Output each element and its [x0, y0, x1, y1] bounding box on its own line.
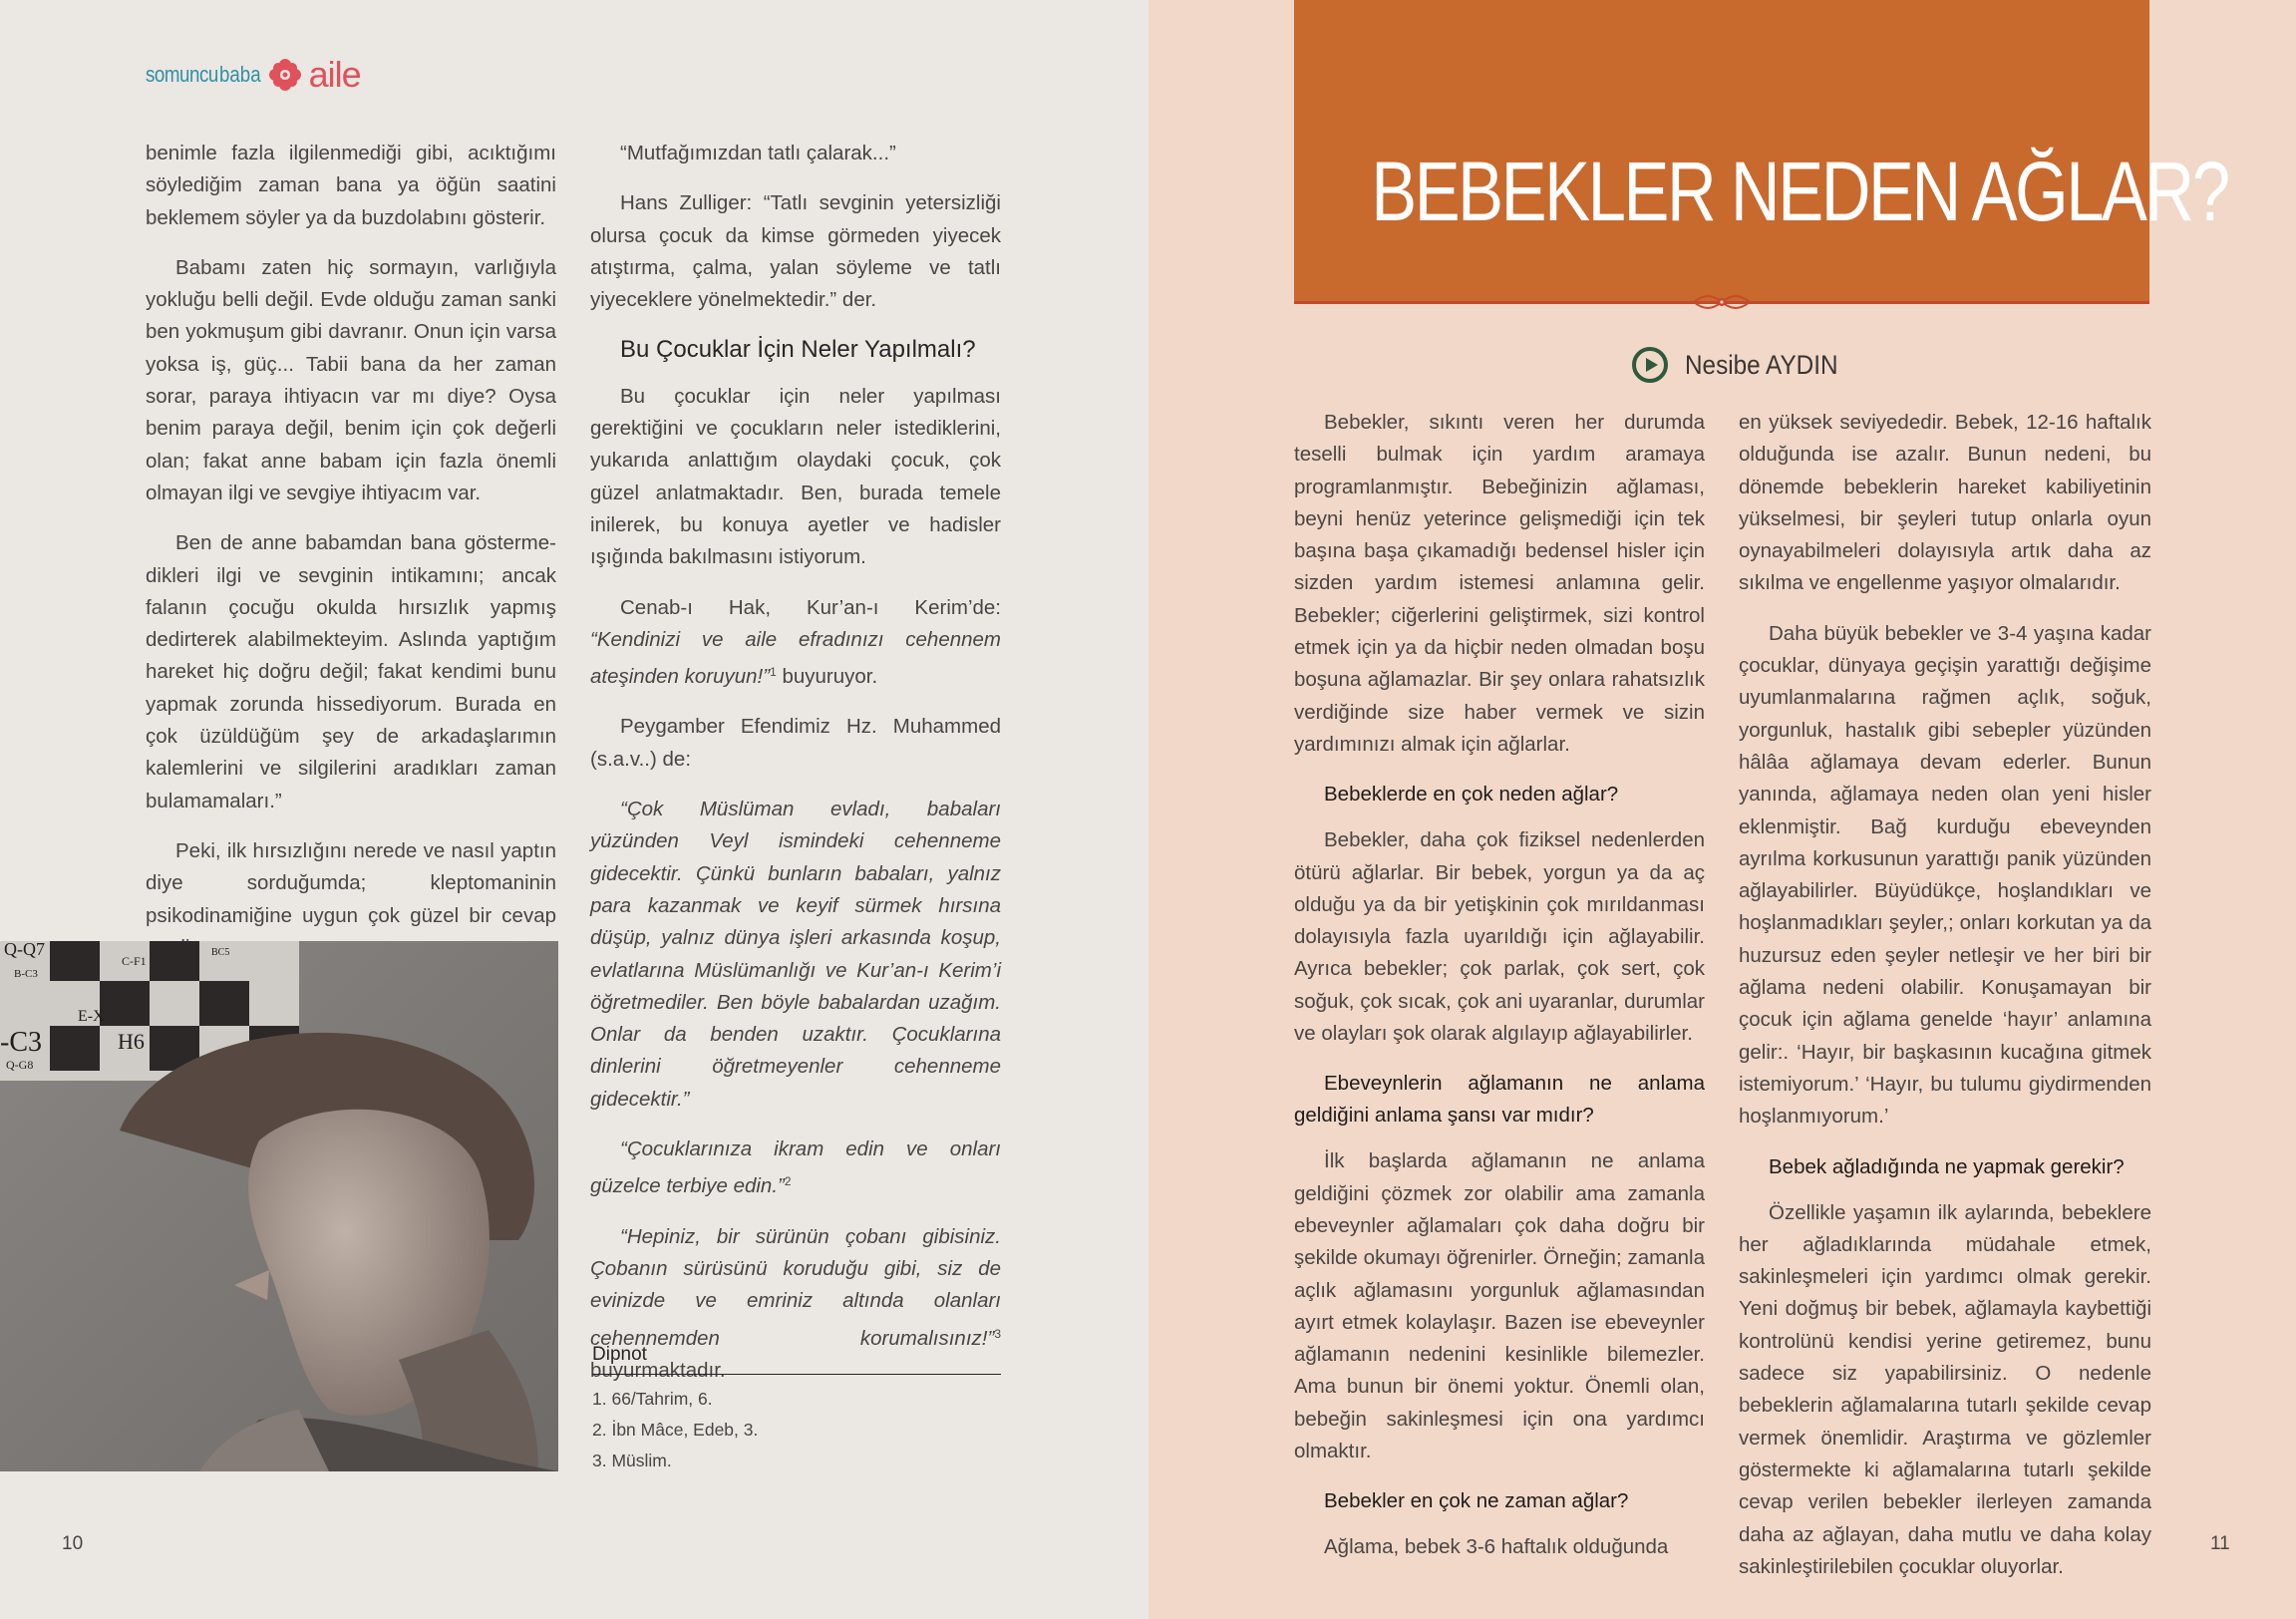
chess-portrait-photo [0, 941, 558, 1471]
footnote-ref: 1 [770, 665, 777, 680]
page-number: 11 [2210, 1533, 2230, 1554]
paragraph: “Mutfağımızdan tatlı çalarak...” [620, 142, 896, 164]
footnote-item: 2. İbn Mâce, Edeb, 3. [592, 1420, 759, 1440]
author-byline [1631, 346, 1855, 384]
author-name: Nesibe AYDIN [1685, 349, 1838, 380]
quote-text: “Hepiniz, bir sürünün çobanı gibisiniz. Çobanın sürüsünü koruduğu gibi, siz de evinizde ve emriniz altında olanları cehennemden korumalısınız!” [590, 1224, 1001, 1350]
section-heading: Bebekler en çok ne zaman ağlar? [1324, 1489, 1629, 1513]
paragraph: Bebekler, daha çok fiziksel nedenlerden ötürü ağlarlar. Bir bebek, yorgun ya da aç olduğu ya da bir yetişkinin çok mırıldanması dolayısıyla fazla uyarıldığı için ağlayabilir. Ayrıca bebekler; çok parlak, çok sert, çok soğuk, çok sıcak, çok ani uyaranlar, durumlar ve olayları şok olarak algılayıp ağlayabilirler. [1294, 828, 1705, 1046]
text-run: buyuruyor. [776, 665, 878, 689]
quote-paragraph [590, 1221, 1001, 1387]
section-heading: Ebeveynlerin ağlamanın ne anlama geldiğini anlama şansı var mıdır? [1294, 1072, 1705, 1128]
quote-paragraph [590, 1133, 1001, 1203]
footnote-ref: 3 [994, 1326, 1001, 1341]
paragraph: Babamı zaten hiç sormayın, varlığıyla yokluğu belli değil. Evde olduğu zaman sanki ben yokmuşum gibi davranır. Onun için varsa yoksa iş, güç... Tabii bana da her zaman sorar, paraya ihtiyacın var mı diye? Oysa benim paraya değil, benim için çok değerli olan; fakat anne babam için fazla önemli olmayan ilgi ve sevgiye ihtiyacım var. [146, 255, 556, 504]
portrait-illustration [0, 941, 558, 1471]
paragraph: en yüksek seviyededir. Bebek, 12-16 haftalık olduğunda ise azalır. Bunun nedeni, bu dönemde bebeklerin hareket kabiliyetinin yükselmesi, bir şeyleri tutup onlarla oyun oynayabilmeleri dolayısıyla artık daha az sıkılma ve engellenme yaşıyor olmalarıdır. [1739, 411, 2151, 595]
photo-label: BC5 [211, 947, 230, 958]
logo-text-baba: baba [218, 62, 261, 87]
article-title: BEBEKLER NEDEN AĞLAR? [1371, 145, 2228, 238]
logo-text-aile: aile [308, 54, 361, 95]
quote-text: “Kendinizi ve aile efradınızı cehennem ateşinden koruyun!” [590, 627, 1001, 689]
paragraph: Özellikle yaşamın ilk aylarında, bebeklere her ağladıklarında müdahale etmek, sakinleşmeleri için yardımcı olmak gerekir. Yeni doğmuş bir bebek, ağlamayla kaybettiği kontrolünü kendisi yerine getiremez, bunu sadece siz yapabilirsiniz. O nedenle bebeklerin ağlamalarına tutarlı şekilde cevap vermek önemlidir. Araştırma ve gözlemler göstermekte ki ağlamalarına tutarlı şekilde cevap verilen bebekler ilerleyen zamanda daha az ağlayan, daha mutlu ve daha kolay sakinleştirilebilen çocuklar oluyorlar. [1739, 1200, 2151, 1578]
footnote-title: Dipnot [592, 1344, 647, 1365]
text-run: buyurmaktadır. [590, 1358, 726, 1382]
paragraph: Bu çocuklar için neler yapılması gerektiğini ve çocukların neler istediklerini, yukarıda anlattığım olaydaki çocuk, çok güzel anlatmaktadır. Ben, burada temele inilerek, bu konuya ayetler ve hadisler ışığında bakılmasını istiyorum. [590, 384, 1001, 569]
paragraph [590, 592, 1001, 694]
paragraph: Daha büyük bebekler ve 3-4 yaşına kadar çocuklar, dünyaya geçişin yarattığı değişime uyumlanmalarına rağmen açlık, soğuk, yorgunluk, hastalık gibi sebepler yüzünden hâlâa ağlamaya devam ederler. Bunun yanında, ağlamaya neden olan yeni hisler eklenmiştir. Bağ kurduğu ebeveynden ayrılma korkusunun yarattığı panik yüzünden ağlayabilirler. Büyüdükçe, hoşlandıkları ve hoşlanmadıkları şeyler,; onları korkutan ya da huzursuz eden şeyler netleşir ve her biri bir ağlama nedeni olabilir. Konuşamayan bir çocuk için ağlama genelde ‘hayır’ anlamına gelir:. ‘Hayır, bir başkasının kucağına gitmek istemiyorum.’ ‘Hayır, bu tulumu giydirmenden hoşlanmıyorum.’ [1739, 621, 2151, 1129]
magazine-logo [146, 54, 361, 94]
footnote-item: 1. 66/Tahrim, 6. [592, 1389, 713, 1409]
flower-icon [268, 58, 302, 92]
quote-text: “Çok Müslüman evladı, babaları yüzünden Veyl ismindeki cehenneme gidecektir. Çünkü bunların babaları, yalnız para kazanmak ve keyif sürmek hırsına düşüp, yalnız dünya işleri arkasında koşup, evlatlarına Müslümanlığı ve Kur’an-ı Kerim’i öğretmediler. Ben böyle babalardan uzağım. Onlar da benden uzaktır. Çocuklarına dinlerini öğretmeyenler cehenneme gidecektir.” [590, 798, 1001, 1111]
section-heading: Bu Çocuklar İçin Neler Yapılmalı? [620, 336, 976, 364]
paragraph: Hans Zulliger: “Tatlı sevginin yetersizliği olursa çocuk da kimse görmeden yiyecek atıştırma, çalma, yalan söyleme ve tatlı yiyeceklere yönelmektedir.” der. [590, 191, 1001, 312]
paragraph: Ben de anne babamdan bana göstermedikleri ilgi ve sevginin intikamını; ancak falanın çocuğu okulda hırsızlık yapmış dedirterek alabilmekteyim. Aslında yaptığım hareket hiç doğru değil; fakat kendimi bunu yapmak zorunda hissediyorum. Burada en çok üzüldüğüm şey de arkadaşlarımın kalemlerini ve silgilerini aradıkları zaman bulamamaları.” [146, 531, 556, 812]
paragraph: Ağlama, bebek 3-6 haftalık olduğunda [1324, 1535, 1669, 1559]
quote-text: “Çocuklarınıza ikram edin ve onları güzelce terbiye edin.” [590, 1137, 1001, 1198]
section-heading: Bebek ağladığında ne yapmak gerekir? [1769, 1154, 2125, 1178]
right-column-1 [1294, 407, 1705, 1582]
photo-label: C-F1 [122, 954, 147, 968]
text-run: Cenab-ı Hak, Kur’an-ı Kerim’de: [620, 595, 1001, 619]
left-column-2 [590, 138, 1001, 1405]
footnote-item: 3. Müslim. [592, 1451, 672, 1470]
page-number: 10 [62, 1533, 84, 1554]
section-heading: Bebeklerde en çok neden ağlar? [1324, 783, 1619, 807]
logo-text-somuncu: somuncu [146, 62, 218, 87]
paragraph: Bebekler, sıkıntı veren her durumda teselli bulmak için yardım aramaya programlanmıştır. Bebeğinizin ağlaması, beyni henüz yeterince gelişmediği için tek başına başa çıkamadığı bedensel hisler için sizden yardım istemesi anlamına gelir. Bebekler; ciğerlerini geliştirmek, sizi kontrol etmek için ya da hiçbir neden olmadan boşu boşuna ağlamazlar. Bir şey onlara rahatsızlık verdiğinde size haber vermek ve sizin yardımınızı almak için ağlarlar. [1294, 411, 1705, 756]
photo-label: -C3 [0, 1027, 42, 1058]
article-title-block [1294, 0, 2228, 301]
photo-label: H6 [118, 1029, 145, 1054]
paragraph: İlk başlarda ağlamanın ne anlama geldiğini çözmek zor olabilir ama zamanla ebeveynler ağlamaları çok daha doğru bir şekilde okumayı öğrenirler. Örneğin; zamanla açlık ağlamasını yorgunluk ağlamasından ayırt etmek kolaylaşır. Bazen ise ebeveynler ağlamanın nedenini kesinlikle bilemezler. Ama bunun bir önemi yoktur. Önemli olan, bebeğin sakinleşmesi için ona yardımcı olmaktır. [1294, 1149, 1705, 1463]
photo-label: Q-G8 [6, 1058, 34, 1072]
footnote-divider [592, 1374, 1001, 1375]
paragraph: Peygamber Efendimiz Hz. Muhammed (s.a.v..) de: [590, 715, 1001, 771]
ornament-icon [1692, 293, 1752, 311]
paragraph: benimle fazla ilgilenmediği gibi, acıktığımı söylediğim zaman bana ya öğün saatini beklemem söyler ya da buzdolabını gösterir. [146, 142, 556, 229]
footnote-ref: 2 [784, 1174, 792, 1189]
footnote-list [592, 1384, 758, 1476]
right-column-2 [1739, 407, 2151, 1601]
quote-paragraph [590, 794, 1001, 1116]
play-circle-icon [1631, 346, 1669, 384]
photo-label: B-C3 [14, 968, 38, 980]
photo-label: Q-Q7 [4, 941, 45, 959]
paragraph: Peki, ilk hırsızlığını nerede ve nasıl yaptın diye sorduğumda; kleptomaninin psikodinamiğine uygun çok güzel bir cevap [146, 838, 556, 927]
photo-label: E-X [78, 1008, 105, 1025]
left-column-1 [146, 138, 556, 982]
